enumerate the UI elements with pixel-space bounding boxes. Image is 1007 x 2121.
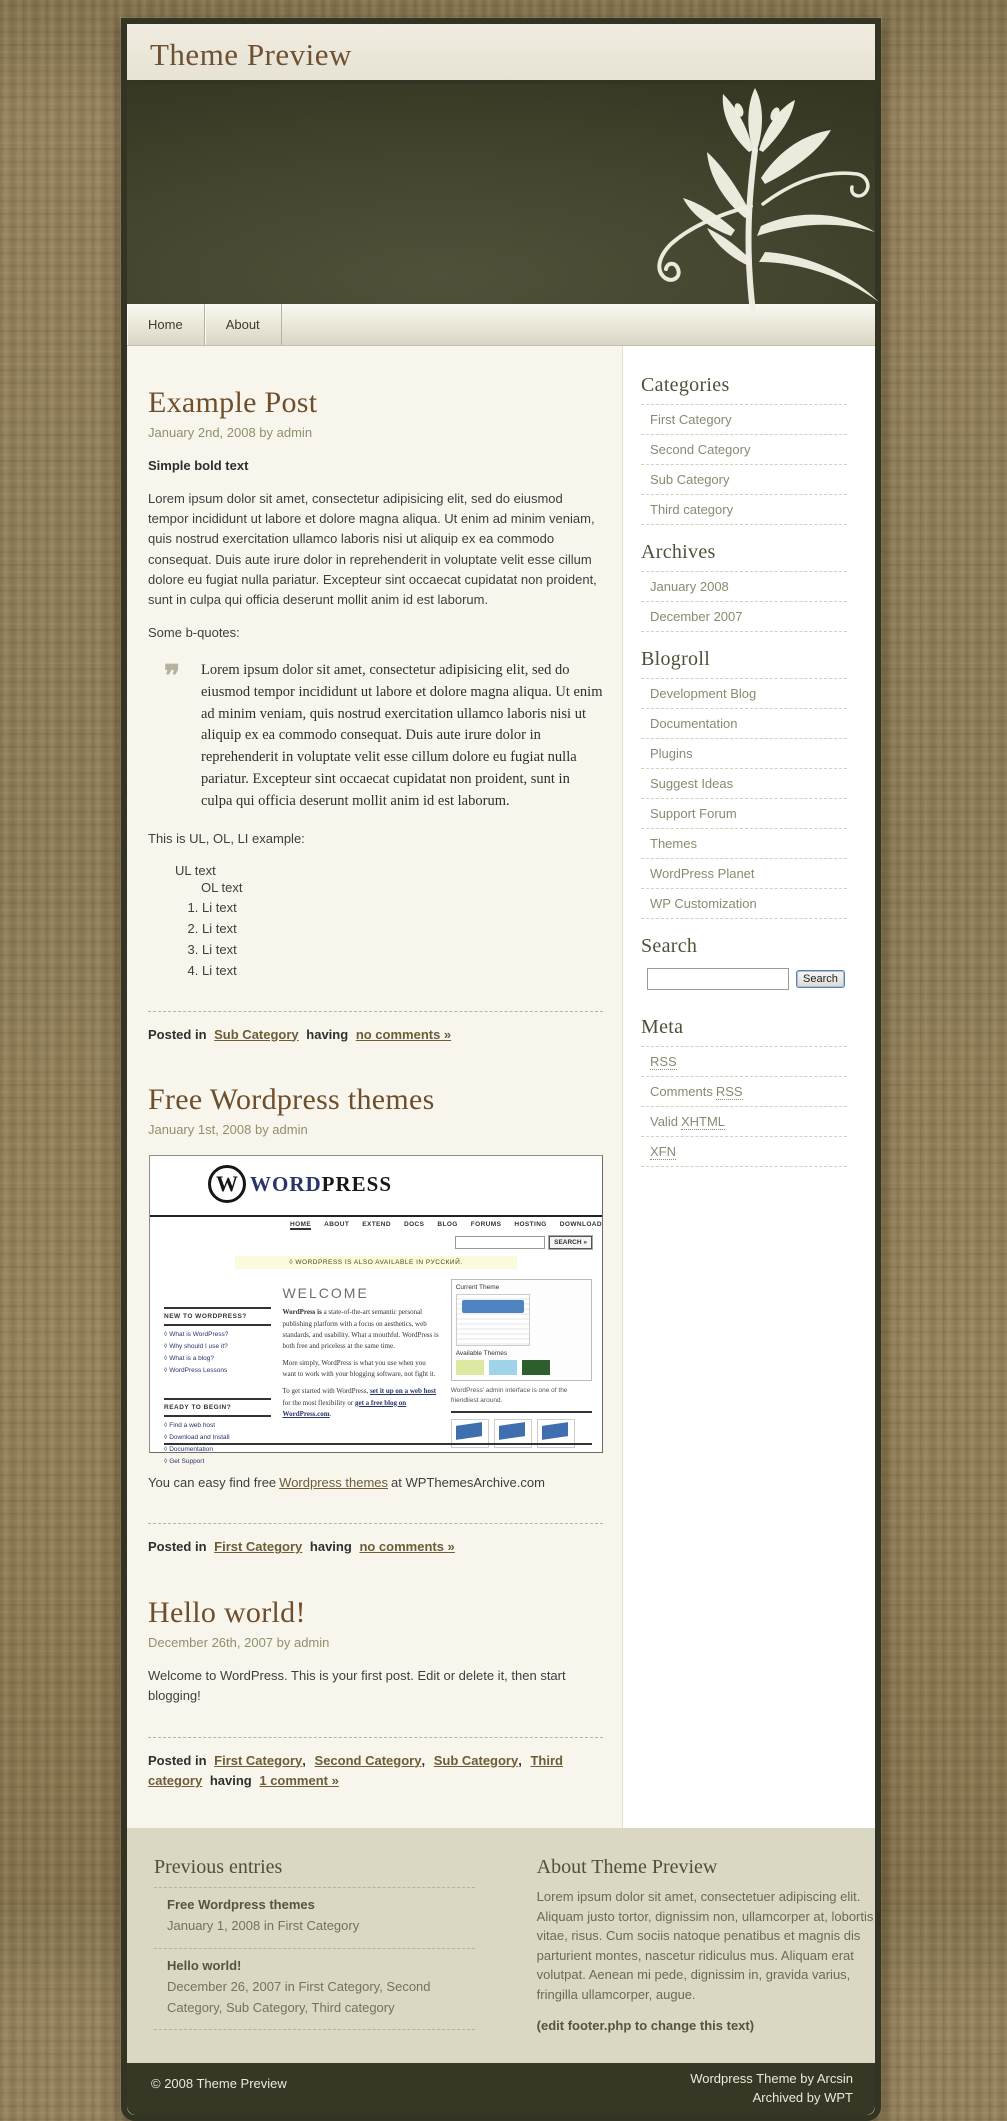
- previous-entries-heading: Previous entries: [154, 1856, 283, 1879]
- sidebar: [622, 346, 875, 1828]
- sidebar-heading-search: Search: [641, 935, 698, 957]
- site-title[interactable]: Theme Preview: [150, 37, 352, 72]
- sidebar-item-category[interactable]: First Category: [641, 405, 847, 435]
- sidebar-item-meta-xfn[interactable]: XFN: [641, 1137, 847, 1167]
- post-separator: [148, 1011, 603, 1012]
- wp-available-theme-thumbnails: [456, 1360, 587, 1375]
- sidebar-heading-categories: Categories: [641, 374, 730, 396]
- nav-item-home[interactable]: Home: [127, 304, 205, 345]
- page-footer: [127, 1828, 875, 2063]
- sidebar-item-meta-rss[interactable]: RSS: [641, 1047, 847, 1077]
- posted-in-label: Posted in: [148, 1539, 207, 1555]
- previous-entry[interactable]: Free Wordpress themes January 1, 2008 in First Category: [154, 1888, 475, 1948]
- main-column: [127, 346, 622, 1828]
- list-item: 4. Li text: [202, 960, 603, 981]
- category-link[interactable]: Second Category: [314, 1752, 422, 1768]
- post-footer: Posted in First Category, Second Category, Sub Category, Third category having 1 comment »: [148, 1752, 563, 1789]
- wordpress-screenshot-image: [149, 1155, 603, 1466]
- quotes-label: Some b-quotes:: [148, 624, 240, 640]
- list-label: This is UL, OL, LI example:: [148, 831, 305, 847]
- ol-item: OL text: [201, 879, 243, 895]
- about-heading: About Theme Preview: [536, 1856, 718, 1879]
- sidebar-item-blogroll[interactable]: Documentation: [641, 709, 847, 739]
- blogroll-list: [641, 678, 847, 919]
- blockquote-text: Lorem ipsum dolor sit amet, consectetur adipisicing elit, sed do eiusmod tempor incididunt ut labore et dolore magna aliqua. Ut enim ad minim veniam, quis nostrud exercitation ullamco laboris nisi ut aliquip ex ea commodo consequat. Duis aute irure dolor in reprehenderit in voluptate velit esse cillum dolore eu fugiat nulla pariatur. Excepteur sint occaecat cupidatat non proident, sunt in culpa qui officia deserunt mollit anim id est laborum.: [201, 662, 603, 809]
- search-input[interactable]: [647, 968, 789, 990]
- wp-right-column: Current Theme Available Themes WordPress' admin interface is one of the friendliest around.: [451, 1277, 592, 1465]
- titlebar: [127, 24, 875, 80]
- category-link[interactable]: Sub Category: [433, 1752, 519, 1768]
- post-paragraph: Lorem ipsum dolor sit amet, consectetur adipisicing elit, sed do eiusmod tempor incididunt ut labore et dolore magna aliqua. Ut enim ad minim veniam, quis nostrud exercitation ullamco laboris nisi ut aliquip ex ea commodo consequat. Duis aute irure dolor in reprehenderit in voluptate velit esse cillum dolore eu fugiat nulla pariatur. Excepteur sint occaecat cupidatat non proident, sunt in culpa qui officia deserunt mollit anim id est laborum.: [148, 491, 597, 607]
- wp-footer-line: [164, 1443, 592, 1445]
- wp-current-theme-thumbnail: [456, 1294, 530, 1346]
- screenshot-caption: You can easy find free Wordpress themes at WPThemesArchive.com: [148, 1475, 545, 1491]
- about-column: [537, 1852, 875, 2033]
- comments-link[interactable]: no comments »: [355, 1026, 452, 1042]
- sidebar-heading-archives: Archives: [641, 541, 716, 563]
- post-title[interactable]: Hello world!: [148, 1596, 306, 1630]
- post-footer: [148, 1537, 603, 1558]
- post-date: January 1st, 2008 by admin: [148, 1122, 308, 1138]
- post-separator: [148, 1523, 603, 1524]
- wp-search-input: [455, 1236, 545, 1249]
- floral-ornament-icon: [603, 86, 883, 312]
- sidebar-item-category[interactable]: Second Category: [641, 435, 847, 465]
- sidebar-item-meta-comments-rss[interactable]: Comments RSS: [641, 1077, 847, 1107]
- wp-left-column: NEW TO WORDPRESS? ◊ What is WordPress? ◊ Why should I use it? ◊ What is a blog? ◊ WordPress Lessons READY TO BEGIN? ◊ Find a web host ◊ Download and Install ◊ Documentation ◊ Get Support: [164, 1277, 271, 1465]
- post-paragraph: Welcome to WordPress. This is your first post. Edit or delete it, then start blogging!: [148, 1668, 566, 1704]
- wordpress-themes-link[interactable]: Wordpress themes: [279, 1475, 389, 1491]
- credit-arcsin[interactable]: Wordpress Theme by Arcsin: [690, 2071, 853, 2087]
- sidebar-item-blogroll[interactable]: Development Blog: [641, 679, 847, 709]
- list-item: 1. Li text: [202, 897, 603, 918]
- sidebar-item-blogroll[interactable]: WP Customization: [641, 889, 847, 919]
- category-link[interactable]: First Category: [214, 1539, 303, 1555]
- footer-edit-note: (edit footer.php to change this text): [536, 2018, 755, 2034]
- theme-preview-window: [121, 18, 881, 2121]
- numbered-list: [181, 897, 603, 981]
- sidebar-item-category[interactable]: Sub Category: [641, 465, 847, 495]
- sidebar-item-category[interactable]: Third category: [641, 495, 847, 525]
- sidebar-item-archive[interactable]: December 2007: [641, 602, 847, 632]
- posted-in-label: Posted in: [148, 1026, 207, 1042]
- copyright-text: © 2008 Theme Preview: [151, 2076, 287, 2092]
- post-date: December 26th, 2007 by admin: [148, 1635, 330, 1651]
- post-title[interactable]: Example Post: [148, 386, 318, 419]
- about-text: Lorem ipsum dolor sit amet, consectetuer adipiscing elit. Aliquam justo tortor, dignissim non, ullamcorper at, lobortis vitae, risus. Cum sociis natoque penatibus et magnis dis parturient montes, nascetur ridiculus mus. Aliquam erat volutpat. Aenean mi pede, dignissim in, gravida varius, fringilla ullamcorper, augue.: [536, 1889, 874, 2002]
- wp-search-button: SEARCH »: [549, 1236, 592, 1249]
- list-item: 2. Li text: [202, 918, 603, 939]
- post-footer: [148, 1025, 603, 1046]
- having-label: having: [309, 1539, 352, 1555]
- meta-list: [641, 1046, 847, 1167]
- search-form: [647, 968, 847, 990]
- post-bold-text: Simple bold text: [148, 458, 249, 473]
- sidebar-heading-blogroll: Blogroll: [641, 648, 711, 670]
- quote-icon: ❞: [164, 660, 181, 694]
- list-item: 3. Li text: [202, 939, 603, 960]
- sidebar-item-blogroll[interactable]: Plugins: [641, 739, 847, 769]
- categories-list: [641, 404, 847, 525]
- having-label: having: [209, 1773, 252, 1789]
- ul-item: UL text: [175, 862, 216, 878]
- comments-link[interactable]: 1 comment »: [259, 1773, 339, 1789]
- sidebar-heading-meta: Meta: [641, 1016, 684, 1038]
- previous-entry[interactable]: Hello world! December 26, 2007 in First Category, Second Category, Sub Category, Third category: [154, 1949, 475, 2031]
- theme-credits: [690, 2070, 853, 2108]
- sidebar-item-blogroll[interactable]: Suggest Ideas: [641, 769, 847, 799]
- content-area: [127, 346, 875, 1828]
- post-separator: [148, 1737, 603, 1738]
- wordpress-logo-text: WORDPRESS: [250, 1171, 393, 1196]
- sidebar-item-archive[interactable]: January 2008: [641, 572, 847, 602]
- wp-language-notice: ◊ WORDPRESS IS ALSO AVAILABLE IN РУССКИЙ.: [235, 1256, 517, 1269]
- category-link[interactable]: Sub Category: [214, 1026, 299, 1042]
- category-link[interactable]: Third category: [148, 1752, 563, 1789]
- header-image: [127, 80, 875, 304]
- nav-item-about[interactable]: About: [205, 304, 282, 345]
- post-title[interactable]: Free Wordpress themes: [148, 1083, 435, 1117]
- sidebar-item-blogroll[interactable]: WordPress Planet: [641, 859, 847, 889]
- post-date: January 2nd, 2008 by admin: [148, 425, 313, 440]
- search-button[interactable]: Search: [796, 970, 845, 988]
- comments-link[interactable]: no comments »: [359, 1539, 455, 1555]
- sidebar-item-blogroll[interactable]: Themes: [641, 829, 847, 859]
- wp-nav: HOME ABOUT EXTEND DOCS BLOG FORUMS HOSTING DOWNLOAD: [290, 1221, 602, 1229]
- having-label: having: [306, 1026, 349, 1042]
- archives-list: [641, 571, 847, 632]
- blockquote: [164, 660, 603, 812]
- credit-wpt[interactable]: Archived by WPT: [752, 2089, 853, 2105]
- wp-columns: [150, 1275, 602, 1465]
- category-link[interactable]: First Category: [214, 1752, 303, 1768]
- wp-search-row: [455, 1236, 592, 1249]
- previous-entries-column: [154, 1852, 475, 2033]
- wp-middle-column: WELCOME WordPress is a state-of-the-art semantic personal publishing platform with a focus on aesthetics, web standards, and usability. What a mouthful. WordPress is both free and priceless at the same time. More simply, WordPress is what you use when you want to work with your blogging software, not fight it. To get started with WordPress, set it up on a web host for the most flexibility or get a free blog on WordPress.com.: [282, 1285, 439, 1418]
- posted-in-label: Posted in: [148, 1752, 207, 1768]
- bottom-bar: [127, 2063, 875, 2115]
- wp-logo-row: [150, 1156, 602, 1215]
- sidebar-item-meta-valid-xhtml[interactable]: Valid XHTML: [641, 1107, 847, 1137]
- sidebar-item-blogroll[interactable]: Support Forum: [641, 799, 847, 829]
- wp-divider: [150, 1215, 602, 1217]
- wordpress-logo-icon: W: [208, 1165, 246, 1203]
